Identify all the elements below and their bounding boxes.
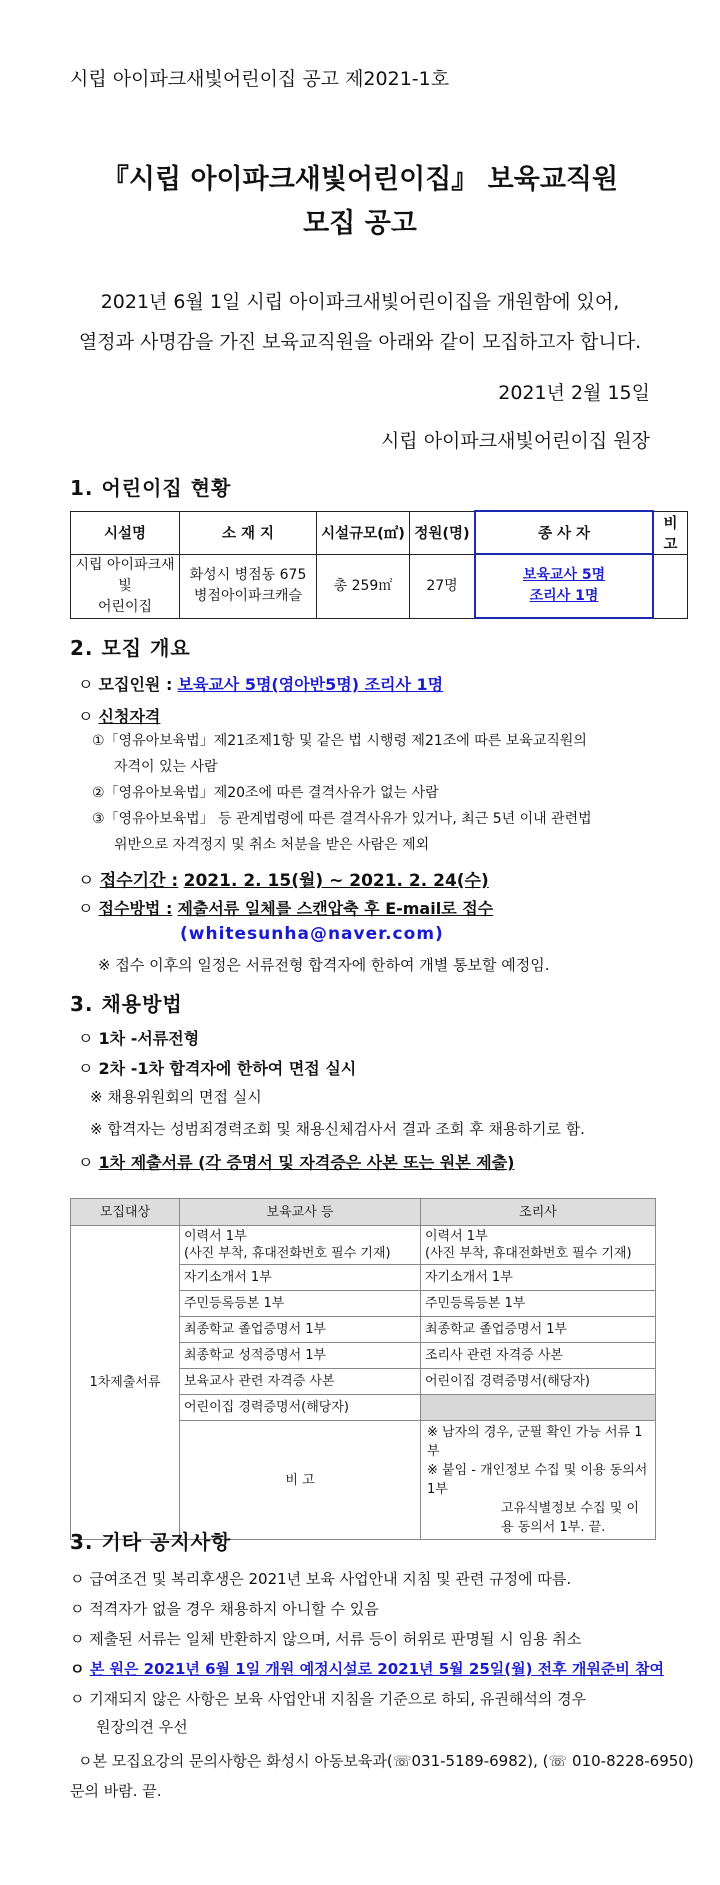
cook-doc: 어린이집 경력증명서(해당자) (421, 1369, 656, 1395)
notice-item-4: ㅇ 본 원은 2021년 6월 1일 개원 예정시설로 2021년 5월 25일(월) 전후 개원준비 참여 (70, 1660, 665, 1678)
section-1-heading: 1. 어린이집 현황 (70, 476, 232, 500)
facility-size: 총 259㎡ (317, 554, 410, 618)
notice-item-5: ㅇ 기재되지 않은 사항은 보육 사업안내 지침을 기준으로 하되, 유권해석의 경우 (70, 1690, 587, 1708)
section-4-heading: 3. 기타 공지사항 (70, 1530, 232, 1554)
notice-item-6-cont: 문의 바람. 끝. (70, 1782, 162, 1800)
col-facility: 시설명 (71, 511, 180, 554)
page-subtitle: 모집 공고 (303, 208, 417, 239)
cook-doc: 이력서 1부 (사진 부착, 휴대전화번호 필수 기재) (421, 1226, 656, 1265)
docs-label: ㅇ 1차 제출서류 (각 증명서 및 자격증은 사본 또는 원본 제출) (78, 1153, 515, 1172)
col-remark: 비 고 (653, 511, 688, 554)
step-2: ㅇ 2차 -1차 합격자에 한하여 면접 실시 (78, 1059, 357, 1078)
docs-remark: ※ 남자의 경우, 군필 확인 가능 서류 1부 ※ 붙임 - 개인정보 수집 및 이용 동의서 1부 고유식별정보 수집 및 이용 동의서 1부. 끝. (421, 1421, 656, 1540)
teacher-doc: 자기소개서 1부 (180, 1265, 421, 1291)
step-1: ㅇ 1차 -서류전형 (78, 1029, 200, 1048)
facility-staff: 보육교사 5명 조리사 1명 (475, 554, 653, 618)
teacher-doc: 보육교사 관련 자격증 사본 (180, 1369, 421, 1395)
col-staff: 종 사 자 (475, 511, 653, 554)
documents-table (70, 1198, 656, 1540)
application-method: ㅇ 접수방법 : 제출서류 일체를 스캔압축 후 E-mail로 접수 (78, 899, 494, 918)
intro-line-1: 2021년 6월 1일 시립 아이파크새빛어린이집을 개원함에 있어, (100, 291, 620, 313)
teacher-doc: 어린이집 경력증명서(해당자) (180, 1395, 421, 1421)
section-3-heading: 3. 채용방법 (70, 992, 183, 1016)
teacher-doc: 주민등록등본 1부 (180, 1291, 421, 1317)
notice-number: 시립 아이파크새빛어린이집 공고 제2021-1호 (70, 68, 450, 90)
recruit-count: ㅇ 모집인원 : 보육교사 5명(영아반5명) 조리사 1명 (78, 675, 444, 694)
notice-item-5-cont: 원장의견 우선 (96, 1718, 188, 1736)
notice-date: 2021년 2월 15일 (498, 382, 650, 404)
notice-item-6: ㅇ본 모집요강의 문의사항은 화성시 아동보육과(☏031-5189-6982), (☏ 010-8228-6950) (78, 1752, 694, 1770)
check-note: ※ 합격자는 성범죄경력조회 및 채용신체검사서 결과 조회 후 채용하기로 함. (90, 1120, 585, 1138)
interview-note: ※ 채용위원회의 면접 실시 (90, 1088, 262, 1106)
cook-doc: 최종학교 졸업증명서 1부 (421, 1317, 656, 1343)
section-2-heading: 2. 모집 개요 (70, 636, 191, 660)
facility-name: 시립 아이파크새빛 어린이집 (71, 554, 180, 618)
cook-doc: 조리사 관련 자격증 사본 (421, 1343, 656, 1369)
docs-group-label: 1차제출서류 (71, 1226, 180, 1540)
schedule-note: ※ 접수 이후의 일정은 서류전형 합격자에 한하여 개별 통보할 예정임. (98, 956, 550, 974)
col-capacity: 정원(명) (410, 511, 476, 554)
docs-col-target: 모집대상 (71, 1199, 180, 1226)
teacher-doc: 이력서 1부 (사진 부착, 휴대전화번호 필수 기재) (180, 1226, 421, 1265)
cook-doc-empty (421, 1395, 656, 1421)
col-size: 시설규모(㎡) (317, 511, 410, 554)
docs-col-cook: 조리사 (421, 1199, 656, 1226)
facility-address: 화성시 병점동 675 병점아이파크캐슬 (180, 554, 317, 618)
cook-doc: 자기소개서 1부 (421, 1265, 656, 1291)
application-period: ㅇ 접수기간 : 2021. 2. 15(월) ~ 2021. 2. 24(수) (78, 871, 489, 891)
notice-item-1: ㅇ 급여조건 및 복리후생은 2021년 보육 사업안내 지침 및 관련 규정에 따름. (70, 1570, 572, 1588)
page-title: 『시립 아이파크새빛어린이집』 보육교직원 (101, 164, 619, 195)
qualification-label: ㅇ 신청자격 (78, 707, 161, 726)
notice-item-3: ㅇ 제출된 서류는 일체 반환하지 않으며, 서류 등이 허위로 판명될 시 임용 취소 (70, 1630, 582, 1648)
cook-doc: 주민등록등본 1부 (421, 1291, 656, 1317)
teacher-doc: 최종학교 졸업증명서 1부 (180, 1317, 421, 1343)
facility-remark (653, 554, 688, 618)
qualification-list: ①「영유아보육법」제21조제1항 및 같은 법 시행령 제21조에 따른 보육교직원의 자격이 있는 사람 ②「영유아보육법」제20조에 따른 결격사유가 없는 사람 ③「영유아보육법」 등 관계법령에 따른 결격사유가 있거나, 최근 5년 이내 관련법 위반으로 자격정지 및 취소 처분을 받은 사람은 제외 (92, 733, 592, 853)
docs-remark-label: 비 고 (180, 1421, 421, 1540)
signature: 시립 아이파크새빛어린이집 원장 (380, 430, 650, 452)
docs-col-teacher: 보육교사 등 (180, 1199, 421, 1226)
notice-item-2: ㅇ 적격자가 없을 경우 채용하지 아니할 수 있음 (70, 1600, 379, 1618)
col-address: 소 재 지 (180, 511, 317, 554)
teacher-doc: 최종학교 성적증명서 1부 (180, 1343, 421, 1369)
intro-line-2: 열정과 사명감을 가진 보육교직원을 아래와 같이 모집하고자 합니다. (78, 331, 642, 353)
facility-capacity: 27명 (410, 554, 476, 618)
application-email[interactable]: (whitesunha@naver.com) (180, 924, 444, 944)
facility-table (70, 510, 688, 619)
